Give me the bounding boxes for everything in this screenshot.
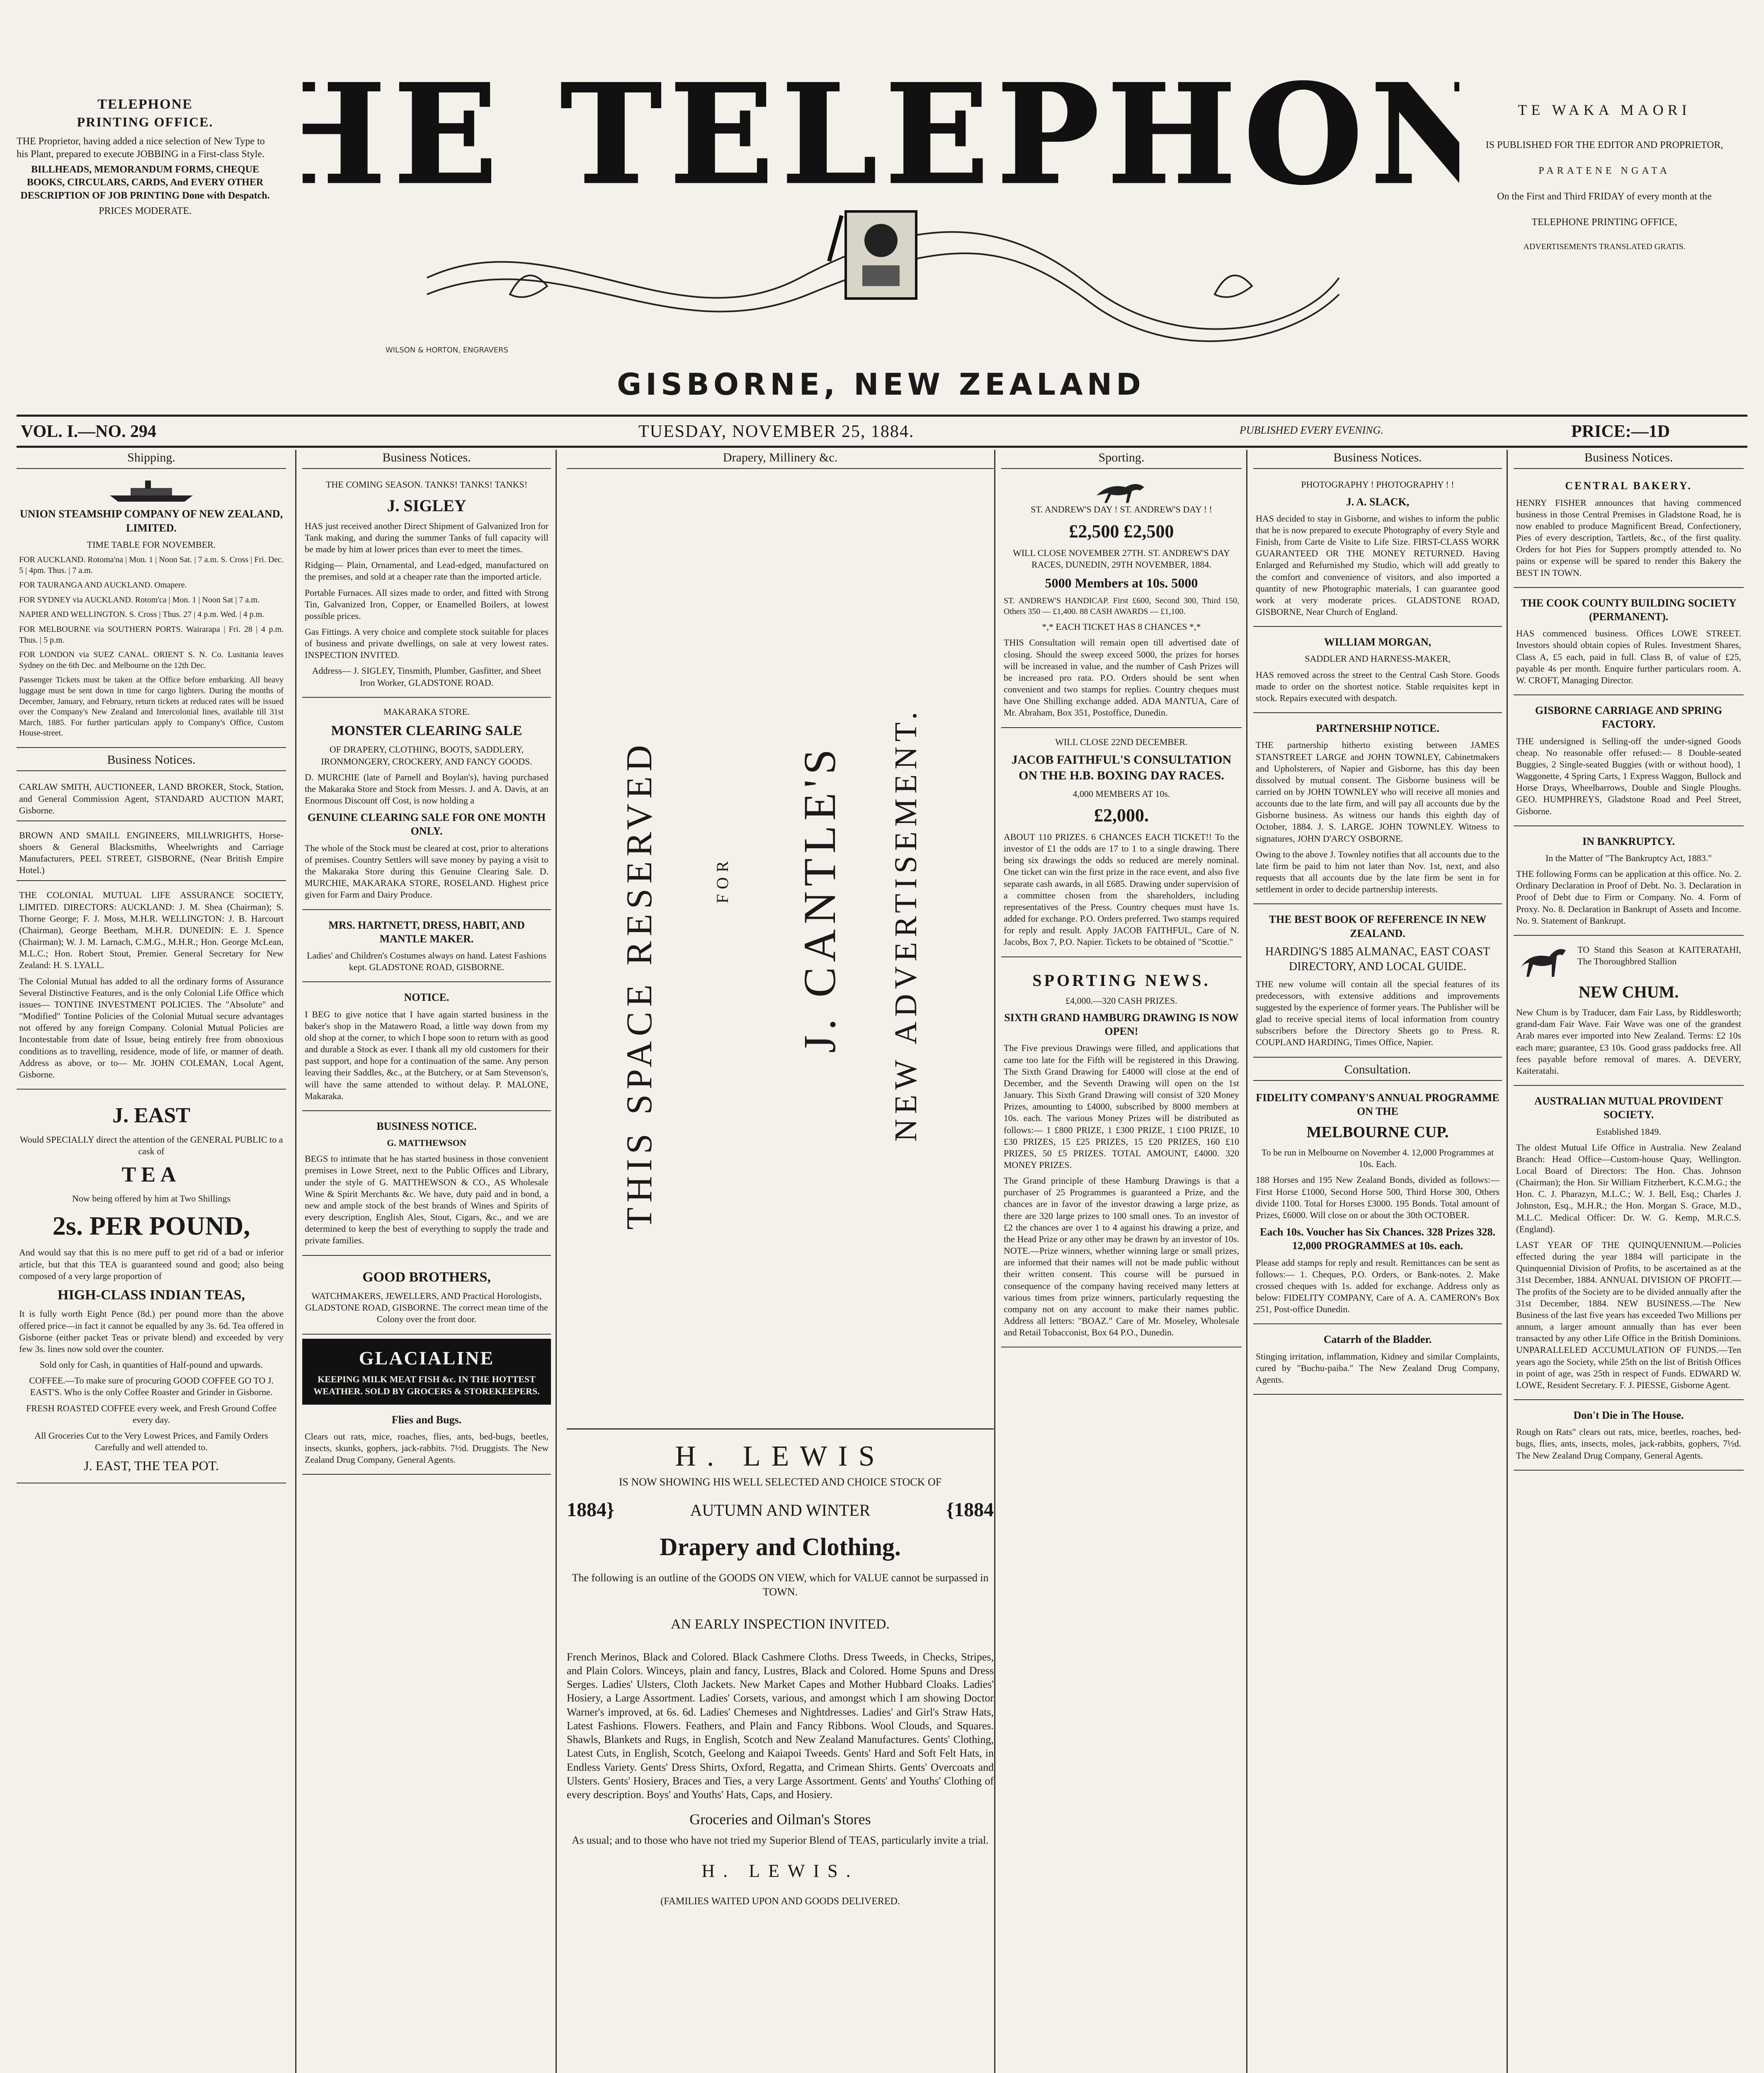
colonial-mutual-ad [17, 885, 286, 1090]
cantle-name: J. CANTLE'S [794, 744, 845, 1053]
inspection-invited: AN EARLY INSPECTION INVITED. [671, 1617, 890, 1632]
morgan-name: WILLIAM MORGAN, [1324, 636, 1432, 648]
handicap-prizes: ST. ANDREW'S HANDICAP. First £600, Second 300, Third 150, Others 350 — £1,400. 88 CASH AWARDS — £1,100. [1004, 596, 1239, 616]
amp-details: LAST YEAR OF THE QUINQUENNIUM.—Policies effected during the year 1884 will participate in the Quinquennial Division of Profits, to be ascertained as at the 31st December, 1884. ANNUAL DIVISION OF PROFIT.—The profits of the Society are to be divided annually after the 31st December, 1884. NEW BUSINESS.—The New Business of the last five years has exceeded Two Millions per annum, a larger amount annually than has ever been transacted by any other Life Office in the British Dominions. UNPARALLELED ACCUMULATION OF FUNDS.—Ten years ago the Society, while 25th on the list of British Offices in point of age, was 25th in respect of Funds. EDWARD W. LOWE, Resident Secretary. F. J. PIESSE, Gisborne Agent. [1516, 1239, 1741, 1390]
bakery-title: CENTRAL BAKERY. [1565, 480, 1692, 492]
te-waka-line-2: PARATENE NGATA [1538, 165, 1670, 176]
amp-directors: The oldest Mutual Life Office in Australia. New Zealand Branch: Head Office—Custom-house Quay, Wellington. Local Board of Directors: The Hon. Chas. Johnson (Chairman); the Hon. Sir William Fitzherbert, K.C.M.G.; the Hon. C. J. Pharazyn, M.L.C.; W. J. Bell, Esq.; Charles J. Johnston, Esq., M.H.R.; the Hon. Morgan S. Grace, M.D., M.L.C. Medical Officer: Dr. W. G. Kemp, M.R.C.S. (England). [1516, 1142, 1741, 1234]
masthead-title: HE TELEPHON [303, 54, 1459, 215]
printing-office-subtitle: PRINTING OFFICE. [77, 114, 214, 130]
matthewson-name: G. MATTHEWSON [387, 1138, 466, 1148]
fidelity-prizes: 188 Horses and 195 New Zealand Bonds, divided as follows:— First Horse £1000, Second Horse 500, Third Horse 300, Others divide 1100. Total for Horses £3000. 195 Bonds. Total amount of Prizes, £6000. Will close on or about the 30th OCTOBER. [1256, 1175, 1500, 1220]
sale-items: OF DRAPERY, CLOTHING, BOOTS, SADDLERY, IRONMONGERY, CROCKERY, AND FANCY GOODS. [321, 744, 532, 767]
jacob-text: ABOUT 110 PRIZES. 6 CHANCES EACH TICKET!! To the investor of £1 the odds are 17 to 1 to a single drawing. There being six drawings the odds so reduced are merely nominal. One ticket can win the first prize in the race event, and also five separate cash awards, in all £685. Drawing under supervision of a committee chosen from the shareholders, including representatives of the Press. Country cheques must have 1s. added for exchange. P.O. Orders preferred. Two stamps required for reply and result. Apply JACOB FAITHFUL, Care of N. Jacobs, Box 7, P.O. Napier. Tickets to be obtained of "Scottie." [1004, 831, 1239, 947]
morgan-text: HAS removed across the street to the Central Cash Store. Goods made to order on the shortest notice. Stable requisites kept in stock. Repairs executed with despatch. [1256, 669, 1500, 703]
bankruptcy-title: IN BANKRUPTCY. [1582, 835, 1675, 847]
harding-almanac-ad [1253, 908, 1502, 1057]
column-business-notices-5 [1246, 450, 1508, 2073]
bankruptcy-forms: THE following Forms can be application at this office. No. 2. Ordinary Declaration in Proof of Debt. No. 3. Declaration in Proof of Debt due to Firm or Company. No. 4. Form of Proxy. No. 8. Declaration in Bankrupt of Assets and Income. No. 9. Statement of Bankrupt. [1516, 869, 1741, 926]
catarrh-ad [1253, 1328, 1502, 1395]
header [17, 17, 1747, 441]
tea-price: 2s. PER POUND, [52, 1211, 250, 1240]
column-heading: Business Notices. [302, 450, 551, 469]
slack-photography-ad [1253, 475, 1502, 627]
fidelity-programmes: To be run in Melbourne on November 4. 12,000 Programmes at 10s. Each. [1261, 1147, 1494, 1170]
close-date: WILL CLOSE 22ND DECEMBER. [1055, 736, 1188, 747]
carriage-factory-title: GISBORNE CARRIAGE AND SPRING FACTORY. [1535, 704, 1723, 731]
tea-heading: TEA [121, 1163, 181, 1187]
lewis-signature: H. LEWIS. [701, 1860, 859, 1881]
season-title: AUTUMN AND WINTER [690, 1501, 871, 1520]
sale-details: The whole of the Stock must be cleared at cost, prior to alterations of premises. Country Settlers will save money by paying a visit to the Makaraka Store during this Genuine Clearing Sale. D. MURCHIE, MAKARAKA STORE, ROSELAND. Highest price given for Farm and Dairy Produce. [305, 842, 548, 900]
te-waka-line-1: IS PUBLISHED FOR THE EDITOR AND PROPRIETOR, [1485, 140, 1723, 150]
building-society-text: HAS commenced business. Offices LOWE STREET. Investors should obtain copies of Rules. Investment Shares, Class A, £5 each, paid in full. Class B, of value of £25, payable 4s per month. Enquire further particulars room. A. W. CROFT, Managing Director. [1516, 628, 1741, 685]
makaraka-store-title: MAKARAKA STORE. [383, 706, 470, 717]
printing-office-ad [17, 95, 274, 220]
sigley-intro: HAS just received another Direct Shipment of Galvanized Iron for Tank making, and during the summer Tanks of full capacity will be made by him at lower prices than ever to meet the times. [305, 520, 548, 555]
furnaces-text: Portable Furnaces. All sizes made to order, and fitted with Strong Tin, Galvanized Iron, Copper, or Enamelled Boilers, at lowest possible prices. [305, 587, 548, 621]
shipping-route-6: FOR LONDON via SUEZ CANAL. ORIENT S. N. Co. Lusitania leaves Sydney on the 6th Dec. and Melbourne on the 12th Dec. [19, 650, 284, 670]
column-heading: Business Notices. [1514, 450, 1744, 469]
year-left: 1884} [567, 1499, 614, 1521]
bankruptcy-act: In the Matter of "The Bankruptcy Act, 1883." [1545, 852, 1712, 863]
printing-office-services: BILLHEADS, MEMORANDUM FORMS, CHEQUE BOOKS, CIRCULARS, CARDS, And EVERY OTHER DESCRIPTION OF JOB PRINTING Done with Despatch. [20, 164, 270, 201]
newspaper-page [17, 17, 1747, 2073]
new-advertisement: NEW ADVERTISEMENT. [888, 707, 923, 1142]
partnership-notice [1253, 717, 1502, 904]
lewis-name: H. LEWIS [675, 1440, 886, 1473]
morgan-saddler-ad [1253, 631, 1502, 713]
good-brothers-ad [302, 1260, 551, 1335]
amp-established: Established 1849. [1596, 1126, 1661, 1137]
flies-bugs-ad [302, 1409, 551, 1475]
business-notice-title: BUSINESS NOTICE. [376, 1120, 477, 1132]
lewis-drapery-ad [567, 1438, 994, 1908]
chances-note: *,* EACH TICKET HAS 8 CHANCES *,* [1042, 621, 1201, 632]
column-heading: Sporting. [1001, 450, 1242, 469]
morgan-trade: SADDLER AND HARNESS-MAKER, [1305, 653, 1451, 664]
notice-text: I BEG to give notice that I have again started business in the baker's shop in the Matawero Road, a little way down from my old shop at the corner, to which I hope soon to return with as good and durable a Stock as ever. I thank all my old customers for their past support, and hope for a continuation of the same. Any person leaving their Saddles, &c., at the Butchery, or at Sam Stevenson's, will have the same attended to without delay. P. MALONE, Makaraka. [305, 1009, 548, 1101]
business-notices-heading: Business Notices. [17, 752, 286, 771]
issue-date: TUESDAY, NOVEMBER 25, 1884. [638, 422, 915, 441]
st-andrews-title: ST. ANDREW'S DAY ! ST. ANDREW'S DAY ! ! [1031, 504, 1212, 515]
building-society-ad [1514, 592, 1744, 695]
shipping-notes: Passenger Tickets must be taken at the Office before embarking. All heavy luggage must be sent down in time for cargo lighters. During the months of December, January, and February, return tickets at reduced rates will be issued over the Company's New Zealand and Intercolonial lines, available till 31st March, 1885. For further particulars apply to Company's Office, Custom House-street. [19, 675, 284, 738]
j-east-name: J. EAST [112, 1103, 190, 1127]
shipping-route-3: FOR SYDNEY via AUCKLAND. Rotom'ca | Mon. 1 | Noon Sat | 7 a.m. [19, 595, 260, 604]
column-sporting [994, 450, 1247, 2073]
column-shipping [17, 450, 292, 2073]
flies-bugs-text: Clears out rats, mice, roaches, flies, ants, bed-bugs, beetles, insects, skunks, gophers, jack-rabbits. 7½d. Druggists. The New Zealand Drug Company, General Agents. [305, 1431, 548, 1465]
masthead-artwork [303, 46, 1459, 361]
year-right: {1884 [946, 1499, 994, 1521]
printing-office-text: THE Proprietor, having added a nice selection of New Type to his Plant, prepared to execute JOBBING in a First-class Style. [17, 136, 265, 160]
rough-on-rats-ad [1514, 1404, 1744, 1471]
stallion-ad [1514, 940, 1744, 1086]
good-brothers-name: GOOD BROTHERS, [362, 1269, 491, 1285]
te-waka-line-5: ADVERTISEMENTS TRANSLATED GRATIS. [1523, 242, 1686, 251]
tea-cash-note: Sold only for Cash, in quantities of Half-pound and upwards. [39, 1359, 263, 1370]
j-east-intro: Would SPECIALLY direct the attention of the GENERAL PUBLIC to a cask of [19, 1134, 283, 1156]
dateline-bar [17, 415, 1747, 448]
masthead-place: GISBORNE, NEW ZEALAND [617, 367, 1145, 402]
hamburg-principle: The Grand principle of these Hamburg Drawings is that a purchaser of 25 Programmes is guaranteed a Prize, and the chances are in favor of the investor drawing a large prize, as there are 320 large prizes to 100 small ones. To an investor of £2 the chances are over 1 to 4 against his drawing a prize, and the Head Prize or any other may be drawn by an investor of 10s. NOTE.—Prize winners, whether winning large or small prizes, are informed that their names will not be made public without their written consent. This course will be pursued in consequence of the company having received many letters at various times from prize winners, particularly requesting the company not on any account to make their names public. Address all letters: "BOAZ." Care of Mr. Moseley, Wholesale and Retail Tobacconist, Box 64 P.O., Dunedin. [1004, 1175, 1239, 1338]
stallion-name: NEW CHUM. [1578, 982, 1679, 1001]
hartnett-title: MRS. HARTNETT, DRESS, HABIT, AND MANTLE MAKER. [328, 919, 525, 945]
makaraka-store-ad [302, 702, 551, 910]
genuine-sale: GENUINE CLEARING SALE FOR ONE MONTH ONLY. [307, 811, 546, 837]
cantle-reserved-space [567, 475, 994, 1430]
rats-text: Rough on Rats" clears out rats, mice, beetles, roaches, bed-bugs, flies, ants, insects, moles, jack-rabbits, gophers, 7½d. The New Zealand Drug Company, General Agents. [1516, 1427, 1741, 1461]
shipping-company: UNION STEAMSHIP COMPANY OF NEW ZEALAND, LIMITED. [19, 508, 283, 534]
te-waka-maori-title: TE WAKA MAORI [1518, 102, 1691, 118]
matthewson-ad [302, 1115, 551, 1256]
sigley-address: Address— J. SIGLEY, Tinsmith, Plumber, Gasfitter, and Sheet Iron Worker, GLADSTONE ROAD. [312, 665, 541, 688]
te-waka-maori-notice [1472, 95, 1737, 264]
cash-prizes: £4,000.—320 CASH PRIZES. [1065, 995, 1177, 1006]
rats-title: Don't Die in The House. [1573, 1409, 1684, 1421]
union-steamship-ad [17, 475, 286, 748]
bakery-text: HENRY FISHER announces that having commenced business in those Central Premises in Gladstone Road, he is now enabled to produce Magnificent Bread, Confectionery, Pies of every description, Tartlets, &c., of the first quality. Orders for hot Pies for Suppers promptly attended to. No pains or expense will be spared to render this Bakery the BEST IN TOWN. [1516, 497, 1741, 578]
price: PRICE:—1D [1571, 422, 1670, 441]
tanks-heading: THE COMING SEASON. TANKS! TANKS! TANKS! [325, 479, 528, 490]
jacob-faithful-title: JACOB FAITHFUL'S CONSULTATION ON THE H.B. BOXING DAY RACES. [1011, 752, 1232, 783]
jacob-members: 4,000 MEMBERS AT 10s. [1072, 788, 1170, 799]
column-heading: Business Notices. [1253, 450, 1502, 469]
partnership-title: PARTNERSHIP NOTICE. [1316, 722, 1439, 735]
te-waka-line-4: TELEPHONE PRINTING OFFICE, [1531, 217, 1677, 228]
partnership-text: THE partnership hitherto existing between JAMES STANSTREET LARGE and JOHN TOWNLEY, Cabinetmakers and Upholsterers, of Napier and Gisborne, has this day been dissolved by mutual consent. The Gisborne business will be carried on by JOHN TOWNLEY who will receive all monies and accounts due to the late firm, and will pay all accounts due by the Gisborne business. As witness our hands this eighth day of October, 1884. J. S. LARGE. JOHN TOWNLEY. Witness to signatures, JOHN D'ARCY OSBORNE. [1256, 740, 1500, 844]
sporting-news-ad [1001, 961, 1242, 1348]
column-drapery [556, 450, 1004, 2073]
te-waka-line-3: On the First and Third FRIDAY of every month at the [1497, 191, 1712, 202]
sweep-dates: WILL CLOSE NOVEMBER 27TH. ST. ANDREW'S DAY RACES, DUNEDIN, 29TH NOVEMBER, 1884. [1013, 547, 1230, 570]
good-brothers-text: WATCHMAKERS, JEWELLERS, AND Practical Horologists, GLADSTONE ROAD, GISBORNE. The correct mean time of the Colony over the front door. [305, 1291, 548, 1325]
notice-title: NOTICE. [404, 991, 449, 1004]
catarrh-title: Catarrh of the Bladder. [1323, 1333, 1432, 1346]
gas-fittings-text: Gas Fittings. A very choice and complete stock suitable for places of business and private dwellings, on sale at very lowest rates. INSPECTION INVITED. [305, 626, 548, 660]
colonial-mutual-policies: The Colonial Mutual has added to all the ordinary forms of Assurance Several Distinctive Features, and is the only Colonial Life Office which issues— TONTINE INVESTMENT POLICIES. The "Absolute" and "Modified" Tontine Policies of the Colonial Mutual secure advantages not offered by any foreign Company. Colonial Mutual Policies are Incontestable from date of Issue, being entirely free from obnoxious conditions as to travelling, residence, mode of life, or manner of death. Address as above, or to— Mr. JOHN COLEMAN, Local Agent, Gisborne. [19, 976, 284, 1080]
ridging-text: Ridging— Plain, Ornamental, and Lead-edged, manufactured on the premises, and sold at a cheaper rate than the imported article. [305, 560, 548, 582]
melbourne-cup: MELBOURNE CUP. [1306, 1124, 1449, 1141]
goods-outline: The following is an outline of the GOODS ON VIEW, which for VALUE cannot be surpassed in TOWN. [572, 1572, 989, 1598]
telephone-icon [829, 211, 916, 299]
carriage-factory-ad [1514, 699, 1744, 826]
glacialine-text: KEEPING MILK MEAT FISH &c. IN THE HOTTEST WEATHER. SOLD BY GROCERS & STOREKEEPERS. [313, 1374, 540, 1396]
consultation-heading: Consultation. [1253, 1062, 1502, 1081]
almanac-title: HARDING'S 1885 ALMANAC, EAST COAST DIRECTORY, AND LOCAL GUIDE. [1265, 945, 1490, 973]
monster-sale: MONSTER CLEARING SALE [331, 723, 522, 738]
sigley-name: J. SIGLEY [387, 496, 466, 515]
fidelity-remittance: Please add stamps for reply and result. Remittances can be sent as follows:— 1. Cheques, P.O. Orders, or Bank-notes. 2. Make crossed cheques with 1s. added for exchange. Address only as below: FIDELITY COMPANY, Care of A. A. CAMERON's Box 251, Post-office Dunedin. [1256, 1257, 1500, 1315]
tea-value: It is fully worth Eight Pence (8d.) per pound more than the above offered price—in fact it cannot be equalled by any 3s. 6d. Tea offered in Gisborne (either packet Teas or private blend) and exceeded by very few 3s. lines now sold over the counter. [19, 1308, 284, 1354]
hamburg-details: The Five previous Drawings were filled, and applications that came too late for the Fifth will be registered in this Drawing. The Sixth Grand Drawing for £4000 will close at the end of December, and the Seventh Drawing will open on the 1st January. This Sixth Grand Drawing will consist of 320 Money Prizes, amounting to £4000, subscribed by 8000 members at 10s. each. The various Money Prizes will be distributed as follows:— 1 £800 PRIZE, 1 £300 PRIZE, 1 £100 PRIZE, 10 £30 PRIZES, 15 £25 PRIZES, 15 £20 PRIZES, 160 £10 PRIZES, 50 £5 PRIZES. TOTAL AMOUNT, £4000. 320 MONEY PRIZES. [1004, 1043, 1239, 1170]
fidelity-chances: Each 10s. Voucher has Six Chances. 328 Prizes 328. 12,000 PROGRAMMES at 10s. each. [1260, 1226, 1495, 1252]
shipping-route-5: FOR MELBOURNE via SOUTHERN PORTS. Wairarapa | Fri. 28 | 4 p.m. Thus. | 5 p.m. [19, 625, 284, 645]
reserved-for: FOR [713, 856, 732, 904]
amp-title: AUSTRALIAN MUTUAL PROVIDENT SOCIETY. [1534, 1095, 1723, 1121]
masthead [303, 46, 1459, 361]
jacob-amount: £2,000. [1094, 805, 1149, 825]
tea-description: And would say that this is no mere puff to get rid of a bad or inferior article, but that this TEA is guaranteed sound and good; also being composed of a very large proportion of [19, 1247, 284, 1281]
shipping-route-1: FOR AUCKLAND. Rotoma'na | Mon. 1 | Noon Sat. | 7 a.m. S. Cross | Fri. Dec. 5 | 4pm. Thus. | 7 a.m. [19, 555, 284, 575]
steamship-icon [106, 479, 197, 504]
indian-teas: HIGH-CLASS INDIAN TEAS, [58, 1287, 245, 1303]
slack-name: J. A. SLACK, [1346, 495, 1410, 508]
consultation-text: THIS Consultation will remain open till advertised date of closing. Should the sweep exceed 5000, the prizes for horses will be increased in value, and the number of Cash Prizes will be increased pro rata. P.O. Orders should be sent when convenient and two stamps for replies. Country cheques must have One Shilling exchange added. ADA MANTUA, Care of Mr. Abraham, Box 351, Postoffice, Dunedin. [1004, 637, 1239, 718]
bankruptcy-notice [1514, 830, 1744, 936]
malone-notice [302, 986, 551, 1111]
brown-smaill-ad: BROWN AND SMAILL ENGINEERS, MILLWRIGHTS, Horse-shoers & General Blacksmiths, Wheelwrights and Carriage Manufacturers, PEEL STREET, GISBORNE, (Near British Empire Hotel.) [17, 825, 286, 881]
coffee-note: COFFEE.—To make sure of procuring GOOD COFFEE GO TO J. EAST'S. Who is the only Coffee Roaster and Grinder in Gisborne. [29, 1375, 274, 1398]
sporting-news-title: SPORTING NEWS. [1032, 971, 1211, 990]
sweep-amount: £2,500 £2,500 [1069, 521, 1174, 541]
fidelity-company-ad [1253, 1087, 1502, 1324]
drapery-clothing-title: Drapery and Clothing. [660, 1533, 901, 1561]
volume-number: VOL. I.—NO. 294 [21, 422, 157, 441]
column-heading: Shipping. [17, 450, 286, 469]
tea-blend-note: As usual; and to those who have not tried my Superior Blend of TEAS, particularly invite a trial. [572, 1834, 989, 1846]
racehorse-icon [1088, 479, 1155, 504]
season-banner [567, 1497, 994, 1522]
stallion-text: New Chum is by Traducer, dam Fair Lass, by Riddlesworth; grand-dam Fair Wave. Fair Wave was one of the grandest Arab mares ever imported into New Zealand. Terms: £2 10s each mare; guarantee, £3 10s. Good grass paddocks free. All fees payable before removal of mares. A. DEVERY, Kaiteratahi. [1516, 1007, 1741, 1076]
groceries-note: All Groceries Cut to the Very Lowest Prices, and Family Orders Carefully and well attended to. [34, 1430, 268, 1452]
matthewson-text: BEGS to intimate that he has started business in those convenient premises in Lowe Street, next to the Public Offices and Library, under the style of G. MATTHEWSON & CO., AS Wholesale Wine & Spirit Merchants &c. We have, duty paid and in bond, a new and ample stock of the best brands of Wines and Spirits of every description, English Ales, Stout, Cigars, &c., and we are determined to keep the best of everything to supply the trade and private families. [305, 1153, 548, 1246]
publication-note: PUBLISHED EVERY EVENING. [1240, 424, 1383, 436]
fidelity-title: FIDELITY COMPANY'S ANNUAL PROGRAMME ON THE [1256, 1091, 1500, 1118]
jacob-faithful-ad [1001, 732, 1242, 957]
almanac-text: THE new volume will contain all the special features of its predecessors, with extensive additions and improvements suggested by the experience of former years. The Publisher will be glad to receive special items of local information from country subscribers before the Directory Sheets go to Press. R. COUPLAND HARDING, Times Office, Napier. [1256, 978, 1500, 1048]
fresh-coffee-note: FRESH ROASTED COFFEE every week, and Fresh Ground Coffee every day. [26, 1403, 277, 1425]
flies-bugs-title: Flies and Bugs. [391, 1413, 462, 1426]
murchie-text: D. MURCHIE (late of Parnell and Boylan's), having purchased the Makaraka Store and Stock from Messrs. J. and A. Davis, at an Enormous Discount off Cost, is now holding a [305, 772, 548, 806]
members-count: 5000 Members at 10s. 5000 [1045, 575, 1198, 591]
column-business-notices-2 [295, 450, 557, 2073]
central-bakery-ad [1514, 475, 1744, 587]
printing-office-title: TELEPHONE [97, 97, 193, 112]
carlaw-smith-ad: CARLAW SMITH, AUCTIONEER, LAND BROKER, Stock, Station, and General Commission Agent, STANDARD AUCTION MART, Gisborne. [17, 777, 286, 821]
stallion-icon [1516, 944, 1574, 981]
colonial-mutual-directors: THE COLONIAL MUTUAL LIFE ASSURANCE SOCIETY, LIMITED. DIRECTORS: AUCKLAND: J. M. Shea (Chairman); S. Thorne George; F. J. Moss, M.H.R. WELLINGTON: J. B. Harcourt (Chairman), George Beetham, M.H.R. DUNEDIN: E. J. Spence (Chairman); W. J. M. Larnach, C.M.G., M.H.R.; Hon. George McLean, M.L.C.; Hon. Robert Stout, Premier. General Secretary for New Zealand: H. S. LYALL. [19, 890, 284, 971]
hamburg-drawing: SIXTH GRAND HAMBURG DRAWING IS NOW OPEN! [1004, 1011, 1239, 1038]
reserved-text: THIS SPACE RESERVED [619, 740, 660, 1230]
engraver-credit: WILSON & HORTON, ENGRAVERS [386, 346, 508, 354]
tea-offer: Now being offered by him at Two Shillings [72, 1193, 231, 1204]
amp-society-ad [1514, 1090, 1744, 1400]
glacialine-ad [302, 1339, 551, 1405]
goods-list: French Merinos, Black and Colored. Black Cashmere Cloths. Dress Tweeds, in Checks, Stripes, and Plain Colors. Winceys, plain and fancy, Lustres, Black and Colored. Home Spuns and Dress Serges. Ladies' Ulsters, Cloth Jackets. New Market Capes and Mother Hubbard Cloaks. Ladies' Hosiery, a Large Assortment. Ladies' Corsets, various, and amongst which I am showing Doctor Warner's improved, at 6s. 6d. Ladies' Chemeses and Nightdresses. Ladies' and Girl's Straw Hats, Latest Fashions. Flowers. Feathers, and Plain and Fancy Ribbons. Wool Clouds, and Squares. Shawls, Blankets and Rugs, in English, Scotch and New Zealand Manufactures. Gents' Clothing, Latest Cuts, in English, Scotch, Geelong and Kaiapoi Tweeds. Gents' Hard and Soft Felt Hats, in Endless Variety. Gents' Dress Shirts, Oxford, Regatta, and Crimean Shirts. Gents' Overcoats and Ulsters. Gents' Hosiery, Braces and Ties, a very Large Assortment. Gents' and Youths' Clothing of every description. Boys' and Youths' Hats, Caps, and Hosiery. [567, 1651, 994, 1801]
partnership-accounts: Owing to the above J. Townley notifies that all accounts due to the late firm be paid to him not later than Nov. 1st, next, and also requests that all accounts due by the late firm be sent in for settlement in order to decide partnership interests. [1256, 849, 1500, 895]
carriage-factory-text: THE undersigned is Selling-off the under-signed Goods cheap. No reasonable offer refused:— 8 Double-seated Buggies, 2 Single-seated Buggies (with or without hood), 1 Waggonette, 4 Spring Carts, 1 Express Waggon, Bullock and Horse Drays, Wheelbarrows, Double and Single Ploughs. GEO. HUMPHREYS, Gladstone Road and Peel Street, Gisborne. [1516, 736, 1741, 816]
photography-title: PHOTOGRAPHY ! PHOTOGRAPHY ! ! [1301, 479, 1454, 490]
column-heading: Drapery, Millinery &c. [567, 450, 994, 469]
shipping-route-2: FOR TAURANGA AND AUCKLAND. Omapere. [19, 580, 187, 590]
groceries-title: Groceries and Oilman's Stores [689, 1811, 871, 1828]
lewis-intro: IS NOW SHOWING HIS WELL SELECTED AND CHOICE STOCK OF [619, 1476, 942, 1488]
hartnett-ad [302, 914, 551, 983]
st-andrews-ad [1001, 475, 1242, 728]
almanac-heading: THE BEST BOOK OF REFERENCE IN NEW ZEALAND. [1269, 913, 1487, 939]
shipping-timetable-title: TIME TABLE FOR NOVEMBER. [87, 539, 216, 550]
j-east-signature: J. EAST, THE TEA POT. [84, 1458, 219, 1473]
shipping-route-4: NAPIER AND WELLINGTON. S. Cross | Thus. 27 | 4 p.m. Wed. | 4 p.m. [19, 610, 264, 619]
printing-office-prices: PRICES MODERATE. [98, 205, 192, 216]
building-society-title: THE COOK COUNTY BUILDING SOCIETY (PERMANENT). [1521, 597, 1737, 623]
column-business-notices-6 [1507, 450, 1744, 2073]
hartnett-text: Ladies' and Children's Costumes always on hand. Latest Fashions kept. GLADSTONE ROAD, GISBORNE. [306, 950, 546, 973]
j-east-tea-ad [17, 1094, 286, 1483]
sigley-tanks-ad [302, 475, 551, 697]
families-note: (FAMILIES WAITED UPON AND GOODS DELIVERED. [660, 1896, 900, 1907]
slack-text: HAS decided to stay in Gisborne, and wishes to inform the public that he is now prepared to execute Photography of every Style and Finish, from Carte de Visite to Life Size. FIRST-CLASS WORK GUARANTEED OR THE MONEY RETURNED. Having Enlarged and Refurnished my Studio, which will add greatly to the comfort and convenience of visitors, and also imported a quantity of new Photographic materials, I can guarantee good work at very moderate prices. GLADSTONE ROAD, GISBORNE, Near Church of England. [1256, 513, 1500, 617]
stallion-intro: TO Stand this Season at KAITERATAHI, The Thoroughbred Stallion [1577, 944, 1741, 967]
catarrh-text: Stinging irritation, inflammation, Kidney and similar Complaints, cured by "Buchu-paiba." The New Zealand Drug Company, Agents. [1256, 1351, 1500, 1385]
glacialine-title: GLACIALINE [359, 1347, 495, 1369]
